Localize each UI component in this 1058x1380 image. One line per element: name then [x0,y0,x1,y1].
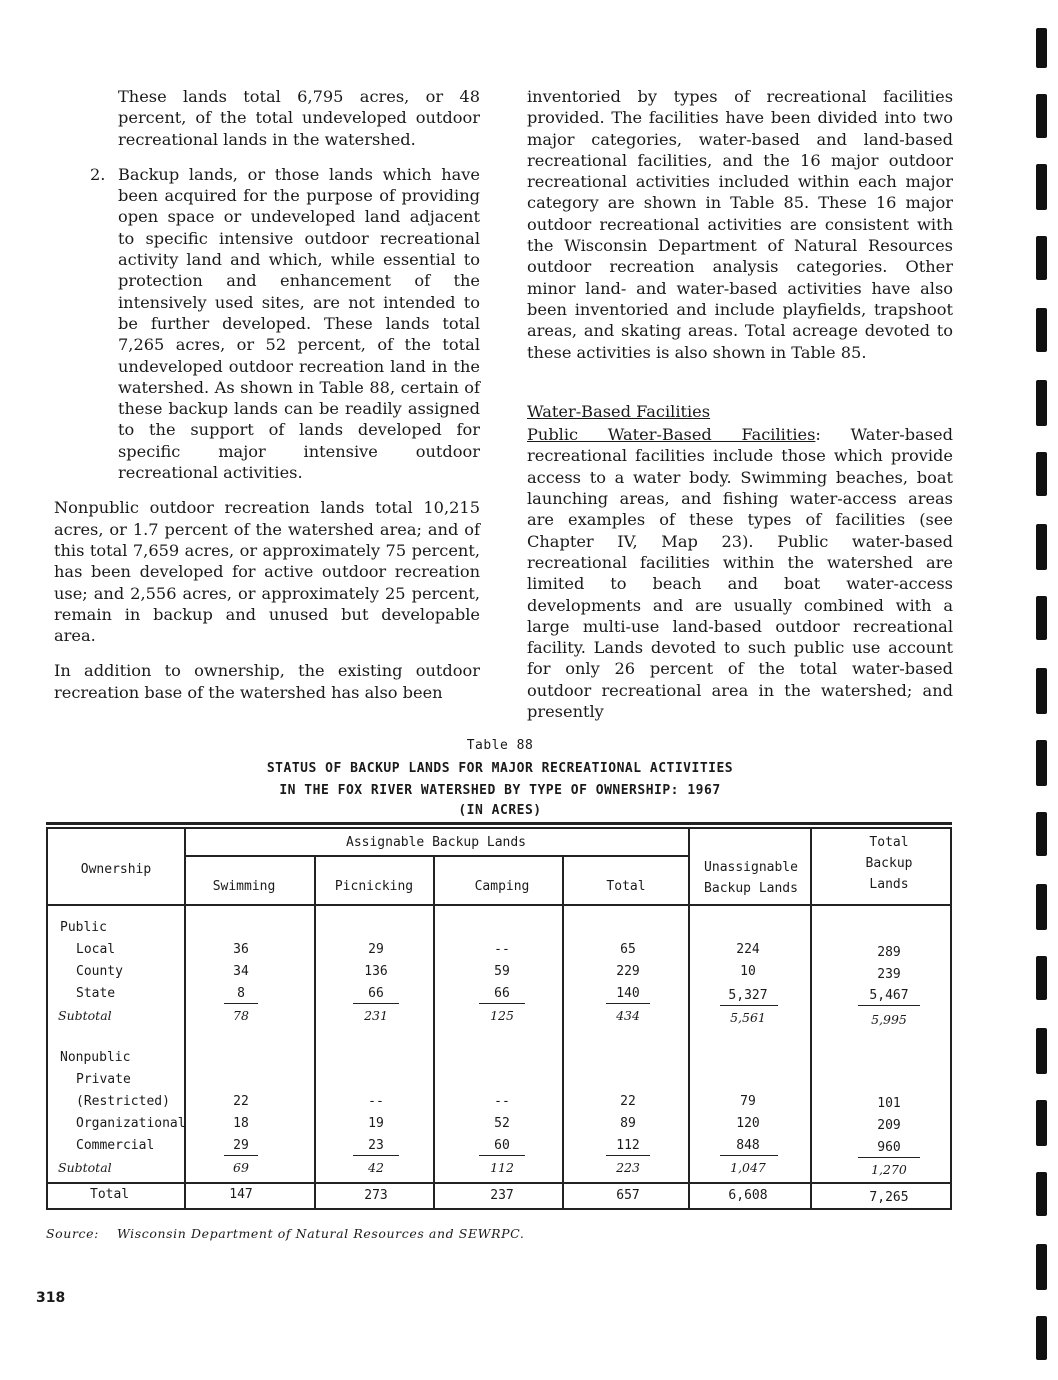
row-label-total: Total [90,1187,130,1202]
cell-picnicking: 19 [368,1116,384,1131]
paragraph-public-water-based [527,424,953,722]
cell-camping: 59 [494,964,510,979]
cell-camping: 66 [494,986,510,1001]
row-label: Commercial [76,1138,155,1153]
table-title-line-3: (IN ACRES) [458,803,542,818]
margin-bar [1036,884,1047,930]
cell-total-backup: 239 [877,967,901,982]
paragraph-public-water-based-text: : Water-based recreational facilities include those which provide access to a water body. Swimming beaches, boat launching areas, and fishing water-access areas are examples of these types of facilities (see Chapter IV, Map 23). Public water-based recreational facilities within the watershed are limited to beach and boat water-access developments and are usually combined with a large multi-use land-based outdoor recreational facility. Lands devoted to such public use account for only 26 percent of the total water-based outdoor recreational area in the watershed; and presently [527,425,953,722]
cell-total: 657 [616,1188,640,1203]
table-title-line-1: STATUS OF BACKUP LANDS FOR MAJOR RECREATIONAL ACTIVITIES [266,761,734,776]
cell-swimming: 22 [233,1094,249,1109]
header-total: Total [606,879,646,894]
cell-unassignable: 5,561 [730,1010,766,1025]
cell-swimming: 29 [233,1138,249,1153]
cell-camping: -- [494,942,510,957]
left-text-column [54,86,480,703]
header-camping: Camping [474,879,530,894]
cell-picnicking: 231 [364,1008,388,1023]
margin-bar [1036,236,1047,280]
cell-picnicking: 136 [364,964,388,979]
cell-swimming: 69 [233,1160,249,1175]
header-total-backup-line3: Lands [869,877,909,892]
header-swimming: Swimming [212,879,276,894]
list-item-text: Backup lands, or those lands which have been acquired for the purpose of providing open space or undeveloped land adjacent to specific intensive outdoor recreational activity land and which, while essential to protection and enhancement of the intensively used sites, are not intended to be further developed. These lands total 7,265 acres, or 52 percent, of the total undeveloped outdoor recreation land in the watershed. As shown in Table 88, certain of these backup lands can be readily assigned to the support of lands developed for specific major intensive outdoor recreational activities. [118,164,480,483]
cell-total: 65 [620,942,636,957]
cell-picnicking: 66 [368,986,384,1001]
paragraph-nonpublic-lands: Nonpublic outdoor recreation lands total 10,215 acres, or 1.7 percent of the watershed area; and of this total 7,659 acres, or approximately 75 percent, has been developed for active outdoor recreation use; and 2,556 acres, or approximately 25 percent, remain in backup and unused but developable area. [54,498,480,646]
cell-unassignable: 10 [740,964,756,979]
cell-swimming: 8 [237,986,245,1001]
margin-bar [1036,452,1047,496]
subheading-public-water-based: Public Water-Based Facilities [527,425,816,445]
cell-total: 89 [620,1116,636,1131]
sum-underline [224,1003,258,1004]
cell-camping: 112 [490,1160,514,1175]
cell-total: 434 [616,1008,640,1023]
group-label-public: Public [60,920,107,935]
cell-total: 140 [616,986,640,1001]
header-assignable: Assignable Backup Lands [345,835,527,850]
cell-camping: -- [494,1094,510,1109]
cell-unassignable: 6,608 [728,1188,768,1203]
cell-picnicking: 29 [368,942,384,957]
margin-bar [1036,812,1047,856]
table-number: Table 88 [466,738,534,753]
cell-total-backup: 209 [877,1118,901,1133]
list-item-number: 2. [90,164,106,184]
table-left-border [46,827,48,1209]
row-label: (Restricted) [76,1094,170,1109]
header-unassignable: Unassignable [704,860,798,875]
header-total-backup-line2: Backup [865,856,913,871]
sum-underline [720,1005,778,1006]
section-heading-water-based: Water-Based Facilities [527,401,711,421]
col-divider [314,855,316,1209]
sum-underline [606,1003,650,1004]
margin-bar [1036,28,1047,68]
total-top-rule [46,1182,952,1184]
cell-swimming: 147 [229,1187,253,1202]
cell-total: 22 [620,1094,636,1109]
margin-bar [1036,1100,1047,1146]
margin-bar [1036,1244,1047,1290]
list-item-backup-lands [54,164,480,483]
cell-total-backup: 960 [877,1140,901,1155]
sum-underline [479,1155,525,1156]
margin-bar [1036,596,1047,640]
cell-unassignable: 1,047 [730,1160,766,1175]
margin-index-bars [1036,28,1050,1368]
cell-camping: 237 [490,1188,514,1203]
cell-picnicking: 23 [368,1138,384,1153]
header-total-backup: Total [869,835,909,850]
cell-total-backup: 289 [877,945,901,960]
cell-total-backup: 101 [877,1096,901,1111]
margin-bar [1036,308,1047,352]
margin-bar [1036,164,1047,210]
assignable-header-rule [184,855,688,857]
group-label-nonpublic: Nonpublic [60,1050,131,1065]
cell-swimming: 34 [233,964,249,979]
header-ownership: Ownership [80,862,152,877]
cell-unassignable: 224 [736,942,760,957]
cell-total: 229 [616,964,640,979]
table-title-line-2: IN THE FOX RIVER WATERSHED BY TYPE OF OWNERSHIP: 1967 [279,783,721,798]
data-table [46,822,952,1212]
sum-underline [606,1155,650,1156]
cell-swimming: 78 [233,1008,249,1023]
margin-bar [1036,668,1047,714]
cell-swimming: 36 [233,942,249,957]
col-divider [433,855,435,1209]
table-bottom-rule [46,1208,952,1210]
sum-underline [353,1003,399,1004]
table-top-rule [46,822,952,825]
cell-swimming: 18 [233,1116,249,1131]
sum-underline [479,1003,525,1004]
header-unassignable-line2: Backup Lands [704,881,798,896]
paragraph-inventoried: inventoried by types of recreational facilities provided. The facilities have been divided into two major categories, water-based and land-based recreational facilities, and the 16 major outdoor recreational activities included within each major category are shown in Table 85. These 16 major outdoor recreational activities are consistent with the Wisconsin Department of Natural Resources outdoor recreation analysis categories. Other minor land- and water-based activities have also been inventoried and include playfields, trapshoot areas, and skating areas. Total acreage devoted to these activities is also shown in Table 85. [527,87,953,362]
cell-total-backup: 5,995 [871,1012,907,1027]
margin-bar [1036,956,1047,1000]
col-divider [688,827,690,1209]
cell-unassignable: 79 [740,1094,756,1109]
cell-total-backup: 5,467 [869,988,909,1003]
group-label-private: Private [76,1072,131,1087]
cell-camping: 125 [490,1008,514,1023]
margin-bar [1036,1172,1047,1216]
cell-total: 223 [616,1160,640,1175]
header-picnicking: Picnicking [334,879,414,894]
source-text: Wisconsin Department of Natural Resources and SEWRPC. [116,1226,525,1241]
paragraph-lands-total: These lands total 6,795 acres, or 48 percent, of the total undeveloped outdoor recreational lands in the watershed. [118,87,480,149]
sum-underline [858,1005,920,1006]
margin-bar [1036,380,1047,426]
row-label-subtotal: Subtotal [58,1160,112,1175]
paragraph-ownership: In addition to ownership, the existing outdoor recreation base of the watershed has also been [54,661,480,702]
margin-bar [1036,524,1047,570]
row-label: Organizational [76,1116,186,1131]
cell-total-backup: 1,270 [871,1162,907,1177]
cell-unassignable: 848 [736,1138,760,1153]
col-divider [810,827,812,1209]
row-label: County [76,964,123,979]
cell-picnicking: 273 [364,1188,388,1203]
margin-bar [1036,740,1047,786]
row-label-subtotal: Subtotal [58,1008,112,1023]
cell-total-backup: 7,265 [869,1190,909,1205]
source-label: Source: [46,1226,99,1241]
col-divider [184,827,186,1209]
cell-unassignable: 5,327 [728,988,768,1003]
header-bottom-rule [46,904,952,906]
sum-underline [353,1155,399,1156]
cell-picnicking: 42 [368,1160,384,1175]
right-text-column [527,86,953,722]
cell-camping: 60 [494,1138,510,1153]
table-top-rule-inner [46,827,952,829]
page-number: 318 [36,1290,66,1306]
margin-bar [1036,1316,1047,1360]
table-source-note [46,1226,524,1241]
sum-underline [224,1155,258,1156]
row-label: State [76,986,116,1001]
cell-unassignable: 120 [736,1116,760,1131]
sum-underline [858,1157,920,1158]
cell-total: 112 [616,1138,640,1153]
margin-bar [1036,94,1047,138]
cell-camping: 52 [494,1116,510,1131]
cell-picnicking: -- [368,1094,384,1109]
row-label: Local [76,942,116,957]
col-divider [562,855,564,1209]
sum-underline [720,1155,778,1156]
table-right-border [950,827,952,1209]
margin-bar [1036,1028,1047,1074]
